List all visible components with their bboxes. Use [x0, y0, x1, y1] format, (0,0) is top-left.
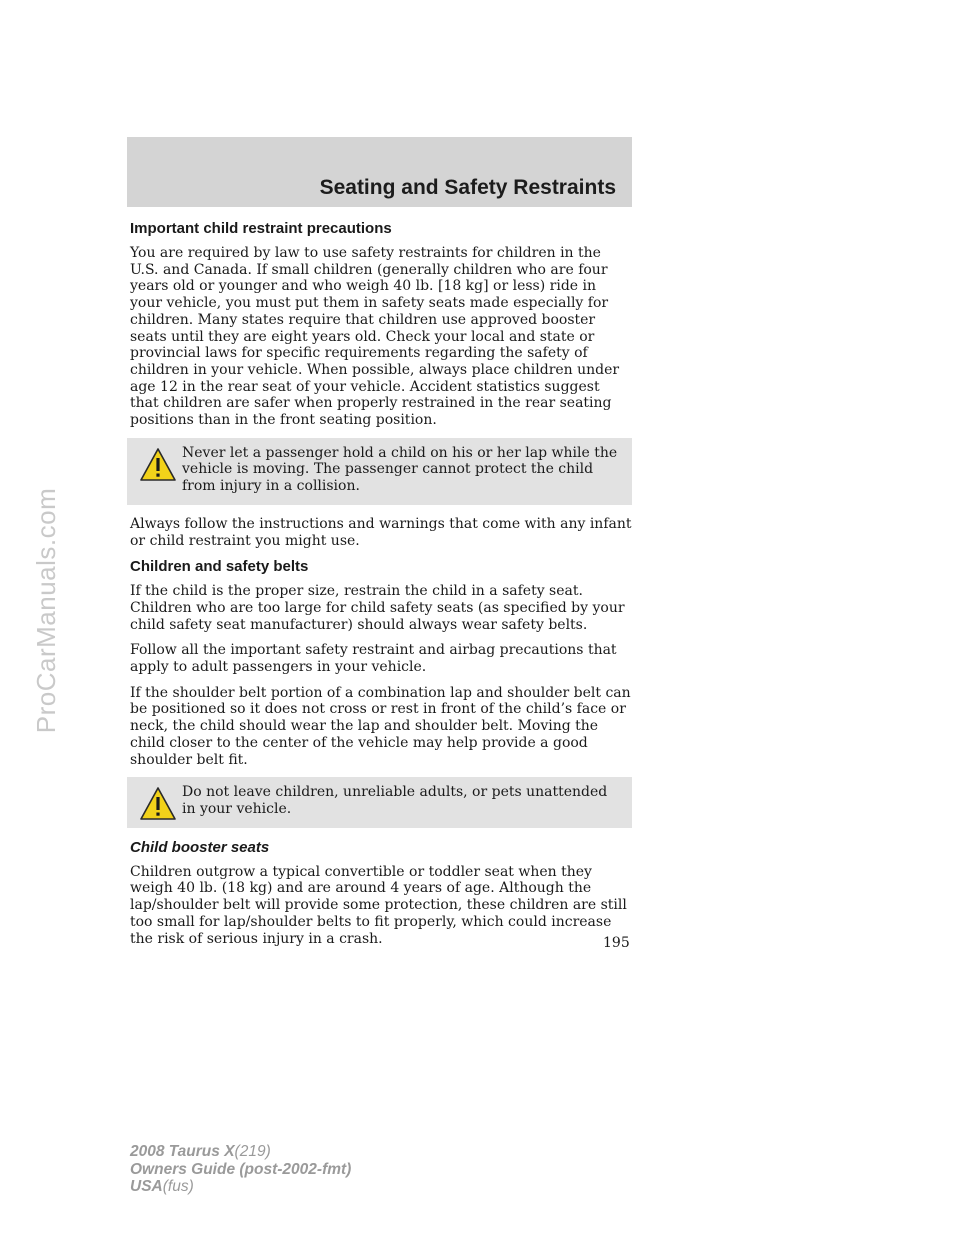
- footer-market: USA: [130, 1178, 163, 1195]
- warning-triangle-icon: [138, 445, 178, 485]
- footer-model-code: (219): [234, 1143, 271, 1160]
- paragraph-adult-precautions: Follow all the important safety restraint and airbag precautions that apply to adult passengers in your vehicle.: [130, 642, 617, 676]
- section-title: Seating and Safety Restraints: [319, 176, 616, 199]
- watermark-text: ProCarManuals.com: [31, 487, 62, 733]
- paragraph-legal-requirements: You are required by law to use safety restraints for children in the U.S. and Canada. If small children (generally children who are four years old or younger and who weigh 40 lb. [18 kg] or less) ride in your vehicle, you must put them in safety seats made especially for children. Many states require that children use approved booster seats until they are eight years old. Check your local and state or provincial laws for specific requirements regarding the safety of children in your vehicle. When possible, always place children under age 12 in the rear seat of your vehicle. Accident statistics suggest that children are safer when properly restrained in the rear seating positions than in the front seating position.: [130, 245, 620, 429]
- heading-children-safety-belts: Children and safety belts: [130, 558, 309, 576]
- section-header: [127, 137, 632, 207]
- warning-box-lap: [127, 438, 632, 505]
- footer-guide: Owners Guide (post-2002-fmt): [130, 1160, 352, 1178]
- document-footer: [130, 1143, 351, 1196]
- page-content: [130, 220, 632, 956]
- footer-line-market: [130, 1178, 351, 1196]
- paragraph-booster-seats: Children outgrow a typical convertible or toddler seat when they weigh 40 lb. (18 kg) and are around 4 years of age. Although the lap/shoulder belt will provide some protection, these children are still too small for lap/shoulder belts to fit properly, which could increase the risk of serious injury in a crash.: [130, 863, 627, 947]
- watermark: [26, 300, 68, 920]
- footer-model: 2008 Taurus X: [130, 1143, 235, 1160]
- footer-line-model: [130, 1143, 351, 1161]
- paragraph-proper-size: If the child is the proper size, restrain the child in a safety seat. Children who are too large for child safety seats (as specified by your child safety seat manufacturer) should always wear safety belts.: [130, 583, 625, 633]
- page-number: 195: [603, 935, 630, 951]
- heading-child-restraint-precautions: Important child restraint precautions: [130, 220, 392, 237]
- paragraph-follow-instructions: Always follow the instructions and warnings that come with any infant or child restraint you might use.: [130, 515, 632, 549]
- warning-box-unattended: [127, 777, 632, 827]
- warning-triangle-icon: [138, 784, 178, 824]
- warning-text-unattended: Do not leave children, unreliable adults, or pets unattended in your vehicle.: [182, 784, 608, 817]
- paragraph-shoulder-belt: If the shoulder belt portion of a combination lap and shoulder belt can be positioned so it does not cross or rest in front of the child’s face or neck, the child should wear the lap and shoulder belt. Moving the child closer to the center of the vehicle may help provide a good shoulder belt fit.: [130, 684, 631, 768]
- footer-market-code: (fus): [162, 1178, 194, 1195]
- footer-line-guide: [130, 1161, 351, 1179]
- heading-child-booster-seats: Child booster seats: [130, 838, 270, 856]
- warning-text-lap: Never let a passenger hold a child on his or her lap while the vehicle is moving. The passenger cannot protect the child from injury in a collision.: [182, 444, 618, 495]
